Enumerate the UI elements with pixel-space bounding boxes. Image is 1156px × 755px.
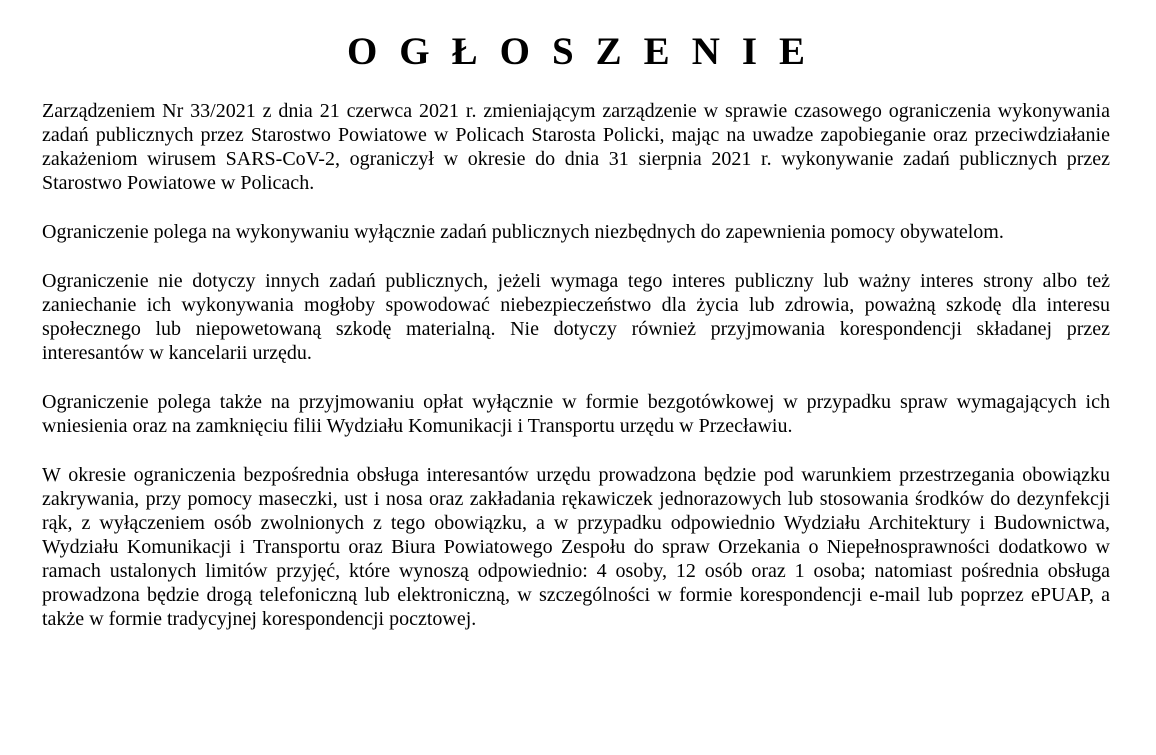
document-title: OGŁOSZENIE [346,30,828,73]
paragraph-exceptions: Ograniczenie nie dotyczy innych zadań publicznych, jeżeli wymaga tego interes publiczny lub ważny interes strony albo też zaniechanie ich wykonywania mogłoby spowodować niebezpieczeństwo dla życia lub zdrowia, poważną szkodę dla interesu społecznego lub niepowetowaną szkodę materialną. Nie dotyczy również przyjmowania korespondencji składanej przez interesantów w kancelarii urzędu. [42,270,1110,364]
paragraph-service-rules: W okresie ograniczenia bezpośrednia obsługa interesantów urzędu prowadzona będzie pod warunkiem przestrzegania obowiązku zakrywania, przy pomocy maseczki, ust i nosa oraz zakładania rękawiczek jednorazowych lub stosowania środków do dezynfekcji rąk, z wyłączeniem osób zwolnionych z tego obowiązku, a w przypadku odpowiednio Wydziału Architektury i Budownictwa, Wydziału Komunikacji i Transportu oraz Biura Powiatowego Zespołu do spraw Orzekania o Niepełnosprawności dodatkowo w ramach ustalonych limitów przyjęć, które wynoszą odpowiednio: 4 osoby, 12 osób oraz 1 osoba; natomiast pośrednia obsługa prowadzona będzie drogą telefoniczną lub elektroniczną, w szczególności w formie korespondencji e-mail lub poprzez ePUAP, a także w formie tradycyjnej korespondencji pocztowej. [42,464,1110,630]
paragraph-payments-branch: Ograniczenie polega także na przyjmowaniu opłat wyłącznie w formie bezgotówkowej w przypadku spraw wymagających ich wniesienia oraz na zamknięciu filii Wydziału Komunikacji i Transportu urzędu w Przecławiu. [42,391,1110,437]
paragraph-limitation-scope: Ograniczenie polega na wykonywaniu wyłącznie zadań publicznych niezbędnych do zapewnienia pomocy obywatelom. [42,221,1004,243]
paragraph-ordinance: Zarządzeniem Nr 33/2021 z dnia 21 czerwca 2021 r. zmieniającym zarządzenie w sprawie czasowego ograniczenia wykonywania zadań publicznych przez Starostwo Powiatowe w Policach Starosta Policki, mając na uwadze zapobieganie oraz przeciwdziałanie zakażeniom wirusem SARS-CoV-2, ograniczył w okresie do dnia 31 sierpnia 2021 r. wykonywanie zadań publicznych przez Starostwo Powiatowe w Policach. [42,100,1110,194]
